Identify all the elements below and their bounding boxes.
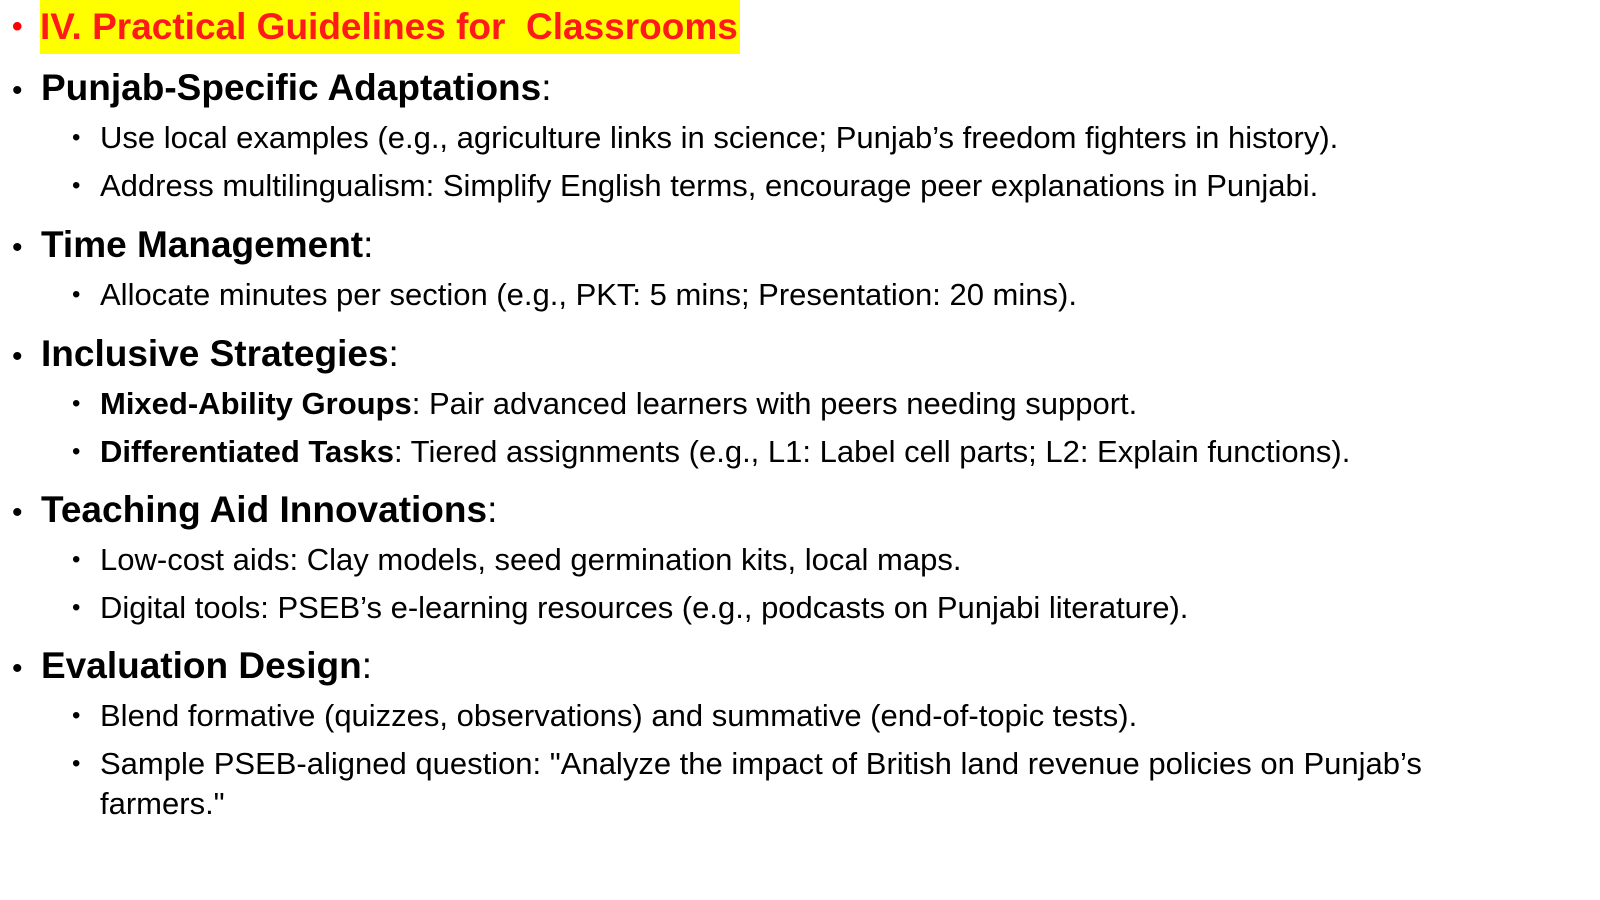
list-item-text: Address multilingualism: Simplify English terms, encourage peer explanations in Punjabi. (100, 168, 1319, 203)
list-item-bold-label: Differentiated Tasks (100, 434, 395, 469)
section-heading: Evaluation Design (41, 645, 362, 686)
section-items (12, 275, 1552, 315)
item-bullet: • (72, 546, 81, 573)
list-item-text: Sample PSEB-aligned question: "Analyze the impact of British land revenue policies on Punjab’s farmers." (100, 746, 1422, 821)
section-heading-row: • Time Management : (12, 222, 1552, 271)
list-item-text: Allocate minutes per section (e.g., PKT: 5 mins; Presentation: 20 mins). (100, 277, 1077, 312)
item-bullet: • (72, 281, 81, 308)
list-item-text: : Pair advanced learners with peers needing support. (411, 386, 1138, 421)
list-item (72, 540, 1552, 580)
item-bullet: • (72, 594, 81, 621)
list-item (72, 118, 1552, 158)
heading-bullet: • (12, 496, 23, 529)
item-bullet: • (72, 124, 81, 151)
list-item-bold-label: Mixed-Ability Groups (100, 386, 412, 421)
section-items (12, 696, 1552, 824)
section-time-management (12, 222, 1552, 323)
list-item-text: Low-cost aids: Clay models, seed germination kits, local maps. (100, 542, 962, 577)
list-item (72, 432, 1552, 472)
list-item (72, 744, 1552, 824)
section-heading-row: • Punjab-Specific Adaptations : (12, 65, 1552, 114)
slide-title: IV. Practical Guidelines for Classrooms (40, 0, 740, 54)
item-bullet: • (72, 390, 81, 417)
list-item-text: : Tiered assignments (e.g., L1: Label cell parts; L2: Explain functions). (394, 434, 1351, 469)
item-bullet: • (72, 750, 81, 777)
section-heading-row: • Evaluation Design : (12, 643, 1552, 692)
list-item-text: Digital tools: PSEB’s e-learning resources (e.g., podcasts on Punjabi literature). (100, 590, 1189, 625)
item-bullet: • (72, 438, 81, 465)
item-bullet: • (72, 172, 81, 199)
section-punjab-adaptations (12, 65, 1552, 214)
section-heading: Inclusive Strategies (41, 333, 389, 374)
section-heading: Teaching Aid Innovations (41, 489, 488, 530)
heading-bullet: • (12, 652, 23, 685)
section-items (12, 118, 1552, 206)
section-heading-row: • Inclusive Strategies : (12, 331, 1552, 380)
section-items (12, 540, 1552, 628)
section-evaluation-design (12, 643, 1552, 832)
heading-bullet: • (12, 340, 23, 373)
heading-bullet: • (12, 231, 23, 264)
section-heading: Punjab-Specific Adaptations (41, 67, 542, 108)
title-bullet: • (12, 10, 23, 43)
list-item (72, 696, 1552, 736)
heading-bullet: • (12, 74, 23, 107)
section-teaching-aid-innovations (12, 487, 1552, 636)
list-item (72, 588, 1552, 628)
list-item (72, 166, 1552, 206)
section-items (12, 384, 1552, 472)
slide-title-row (12, 0, 740, 54)
list-item (72, 384, 1552, 424)
section-heading-row: • Teaching Aid Innovations : (12, 487, 1552, 536)
section-heading: Time Management (41, 224, 364, 265)
list-item-text: Use local examples (e.g., agriculture links in science; Punjab’s freedom fighters in history). (100, 120, 1339, 155)
list-item (72, 275, 1552, 315)
list-item-text: Blend formative (quizzes, observations) and summative (end-of-topic tests). (100, 698, 1138, 733)
section-inclusive-strategies (12, 331, 1552, 480)
item-bullet: • (72, 702, 81, 729)
